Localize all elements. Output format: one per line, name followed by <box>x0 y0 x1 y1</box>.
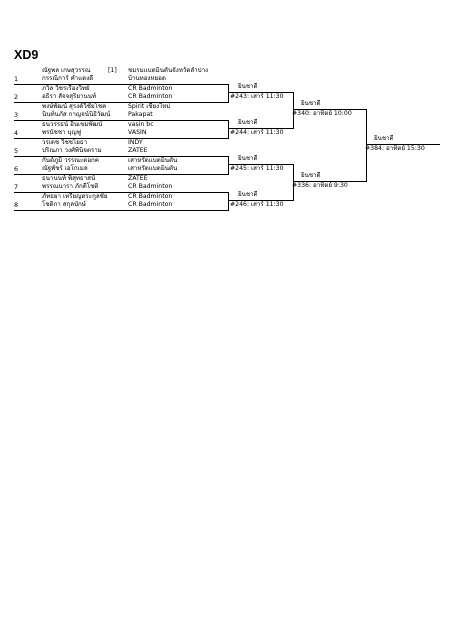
player-name: ภวิล วิชรเรืองวิทย์ <box>42 85 90 92</box>
match-info: #243: เสาร์ 11:30 <box>230 93 284 100</box>
winner-label: ยินชาดี <box>238 191 258 198</box>
player-name: กรรณิการ์ คำแดงดี <box>42 75 94 82</box>
player-name: ปริณภา วงศ์พินิจตราม <box>42 147 102 154</box>
round1-connector <box>228 120 229 139</box>
seed-number: 8 <box>14 201 19 209</box>
entry-line <box>14 210 228 211</box>
club-name: INDY <box>128 139 143 146</box>
seed-number: 4 <box>14 129 19 137</box>
player-name: พงษ์พัฒน์ สุรงค์วิชัยโชค <box>42 103 107 110</box>
match-info: #244: เสาร์ 11:30 <box>230 129 284 136</box>
winner-label: ยินชาดี <box>238 155 258 162</box>
club-name: Spirit เชียงใหม่ <box>128 103 171 110</box>
seed-number: 7 <box>14 183 19 191</box>
match-info: #384: อาทิตย์ 15:30 <box>365 145 425 152</box>
player-name: นินท์นภัส กาญจน์นิธิวัฒน์ <box>42 111 111 118</box>
club-name: CR Badminton <box>128 93 173 100</box>
player-name: ภัทธยา เหรียญตระกูลชัย <box>42 193 108 200</box>
player-name: ณัฐพัชร์ เอโกเมล <box>42 165 88 172</box>
winner-label: ยินชาดี <box>238 83 258 90</box>
club-name: ZATEE <box>128 175 148 182</box>
club-name: เสาหรัดแบดมินตัน <box>128 165 178 172</box>
seed-number: 6 <box>14 165 19 173</box>
player-name: กันต์ภูมิ วรรณะดอกค <box>42 157 99 164</box>
winner-label: ยินชาดี <box>238 119 258 126</box>
player-name: พรนัชชา บุญฟู <box>42 129 82 136</box>
match-info: #336: อาทิตย์ 9:30 <box>292 182 348 189</box>
player-name: ธนวรรธน์ อินเขมพัฒน์ <box>42 121 103 128</box>
winner-label: ยินชาดี <box>301 172 321 179</box>
club-name: CR Badminton <box>128 85 173 92</box>
event-title: XD9 <box>14 48 39 62</box>
seed-number: 3 <box>14 111 19 119</box>
club-name: Pakapat <box>128 111 153 118</box>
player-name: วรเดช วิชชโยธา <box>42 139 88 146</box>
club-name: ZATEE <box>128 147 148 154</box>
match-info: #340: อาทิตย์ 10:00 <box>292 110 352 117</box>
winner-label: ยินชาดี <box>374 135 394 142</box>
player-name: อธิรา สัจจสุริยานนท์ <box>42 93 97 100</box>
seed-mark: [1] <box>108 67 117 74</box>
player-name: ณัฐพล เกษสุวรรณ <box>42 67 91 74</box>
match-info: #245: เสาร์ 11:30 <box>230 165 284 172</box>
round1-connector <box>228 156 229 175</box>
seed-number: 2 <box>14 93 19 101</box>
seed-number: 1 <box>14 75 19 83</box>
seed-number: 5 <box>14 147 19 155</box>
player-name: ธนานนท์ พิสุทธาสน์ <box>42 175 96 182</box>
club-name: CR Badminton <box>128 183 173 190</box>
club-name: CR Badminton <box>128 201 173 208</box>
winner-label: ยินชาดี <box>301 100 321 107</box>
round1-connector <box>228 84 229 103</box>
club-name: vasin bc <box>128 121 154 128</box>
player-name: พรรณนารา ภักดีโชติ <box>42 183 99 190</box>
club-name: VASIN <box>128 129 147 136</box>
club-name: CR Badminton <box>128 193 173 200</box>
match-info: #246: เสาร์ 11:30 <box>230 201 284 208</box>
club-name: เสาหรัดแบดมินตัน <box>128 157 178 164</box>
round1-connector <box>228 192 229 211</box>
player-name: โชติกา สกุลบักษ์ <box>42 201 86 208</box>
club-name: บ้านทองหยอด <box>128 75 166 82</box>
club-name: ชมรมแบดมินตันจังหวัดลำปาง <box>128 67 209 74</box>
